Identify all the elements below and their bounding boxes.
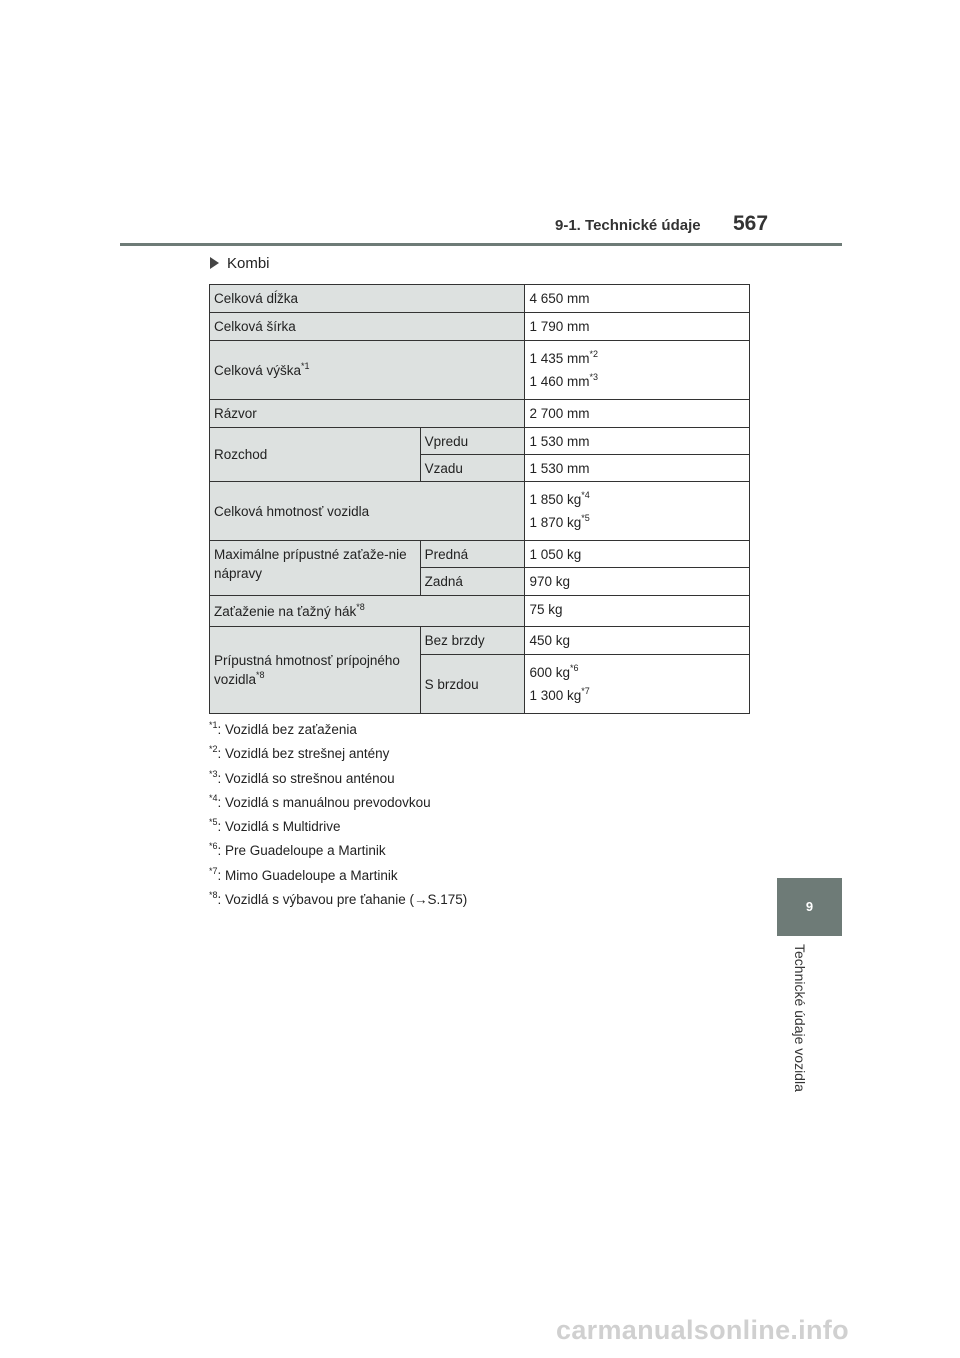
axle-rear-label: Zadná <box>420 568 525 596</box>
table-row <box>210 313 750 341</box>
footnote-ref: *5 <box>581 513 590 523</box>
track-front-value: 1 530 mm <box>525 428 750 455</box>
axle-rear-value: 970 kg <box>525 568 750 596</box>
height-value: 1 435 $mm^{*2}$ 1 460 $mm^{*3}$ <box>525 341 750 400</box>
width-label: Celková šírka <box>210 313 525 341</box>
axle-front-value: 1 050 kg <box>525 541 750 568</box>
axle-load-label: Maximálne prípustné zaťaže-nie nápravy <box>210 541 421 596</box>
footnote-ref: *1 <box>301 360 310 371</box>
footnote-ref: *8 <box>356 601 365 612</box>
track-rear-label: Vzadu <box>420 455 525 482</box>
footnote: $^{*8}$: Vozidlá s výbavou pre ťahanie (→S.175) <box>209 890 468 908</box>
watermark: carmanualsonline.info <box>556 1315 849 1345</box>
footnote: $^{*5}$: Vozidlá s Multidrive <box>209 817 341 835</box>
footnote-ref: *8 <box>256 670 265 680</box>
gross-weight-label: Celková hmotnosť vozidla <box>210 482 525 541</box>
track-label: Rozchod <box>210 428 421 482</box>
table-row <box>210 627 750 655</box>
spec-table <box>209 284 750 714</box>
table-row <box>210 341 750 400</box>
footnote-ref: *4 <box>581 490 590 500</box>
length-value: 4 650 mm <box>525 285 750 313</box>
chapter-label: Technické údaje vozidla <box>792 944 808 1092</box>
wheelbase-label: Rázvor <box>210 400 525 428</box>
table-row <box>210 482 750 541</box>
table-row <box>210 596 750 627</box>
hook-load-label: Zaťaženie na ťažný hák$^{*8}$ <box>210 596 525 627</box>
footnotes <box>209 718 467 912</box>
axle-front-label: Predná <box>420 541 525 568</box>
table-row <box>210 285 750 313</box>
trailer-brake-value: 600 $kg^{*6}$ 1 300 $kg^{*7}$ <box>525 655 750 714</box>
table-row <box>210 428 750 455</box>
footnote: $^{*6}$: Pre Guadeloupe a Martinik <box>209 841 386 859</box>
track-front-label: Vpredu <box>420 428 525 455</box>
chapter-tab: 9 <box>777 878 842 936</box>
page-number: 567 <box>733 212 769 235</box>
trailer-weight-label: Prípustná hmotnosť prípojného vozidla$^{*8}$ <box>210 627 421 714</box>
table-row <box>210 541 750 568</box>
table-row <box>210 400 750 428</box>
wheelbase-value: 2 700 mm <box>525 400 750 428</box>
triangle-bullet-icon <box>210 257 219 269</box>
footnote-ref: *6 <box>570 663 579 673</box>
length-label: Celková dĺžka <box>210 285 525 313</box>
footnote: $^{*2}$: Vozidlá bez strešnej antény <box>209 744 390 762</box>
section-heading <box>210 255 270 272</box>
hook-load-value: 75 kg <box>525 596 750 627</box>
gross-weight-value: 1 850 $kg^{*4}$ 1 870 $kg^{*5}$ <box>525 482 750 541</box>
footnote-ref: *7 <box>581 686 590 696</box>
footnote: $^{*1}$: Vozidlá bez zaťaženia <box>209 720 357 737</box>
trailer-brake-label: S brzdou <box>420 655 525 714</box>
height-label: Celková výška$^{*1}$ <box>210 341 525 400</box>
header-title: 9-1. Technické údaje <box>555 217 701 234</box>
footnote-ref: *3 <box>589 372 599 382</box>
footnote: $^{*3}$: Vozidlá so strešnou anténou <box>209 768 395 786</box>
footnote-ref: *2 <box>589 349 599 359</box>
width-value: 1 790 mm <box>525 313 750 341</box>
footnote: $^{*7}$: Mimo Guadeloupe a Martinik <box>209 865 398 883</box>
footnote: $^{*4}$: Vozidlá s manuálnou prevodovkou <box>209 792 431 810</box>
header-rule <box>120 243 842 246</box>
trailer-no-brake-label: Bez brzdy <box>420 627 525 655</box>
trailer-no-brake-value: 450 kg <box>525 627 750 655</box>
section-heading-text: Kombi <box>227 255 270 272</box>
track-rear-value: 1 530 mm <box>525 455 750 482</box>
